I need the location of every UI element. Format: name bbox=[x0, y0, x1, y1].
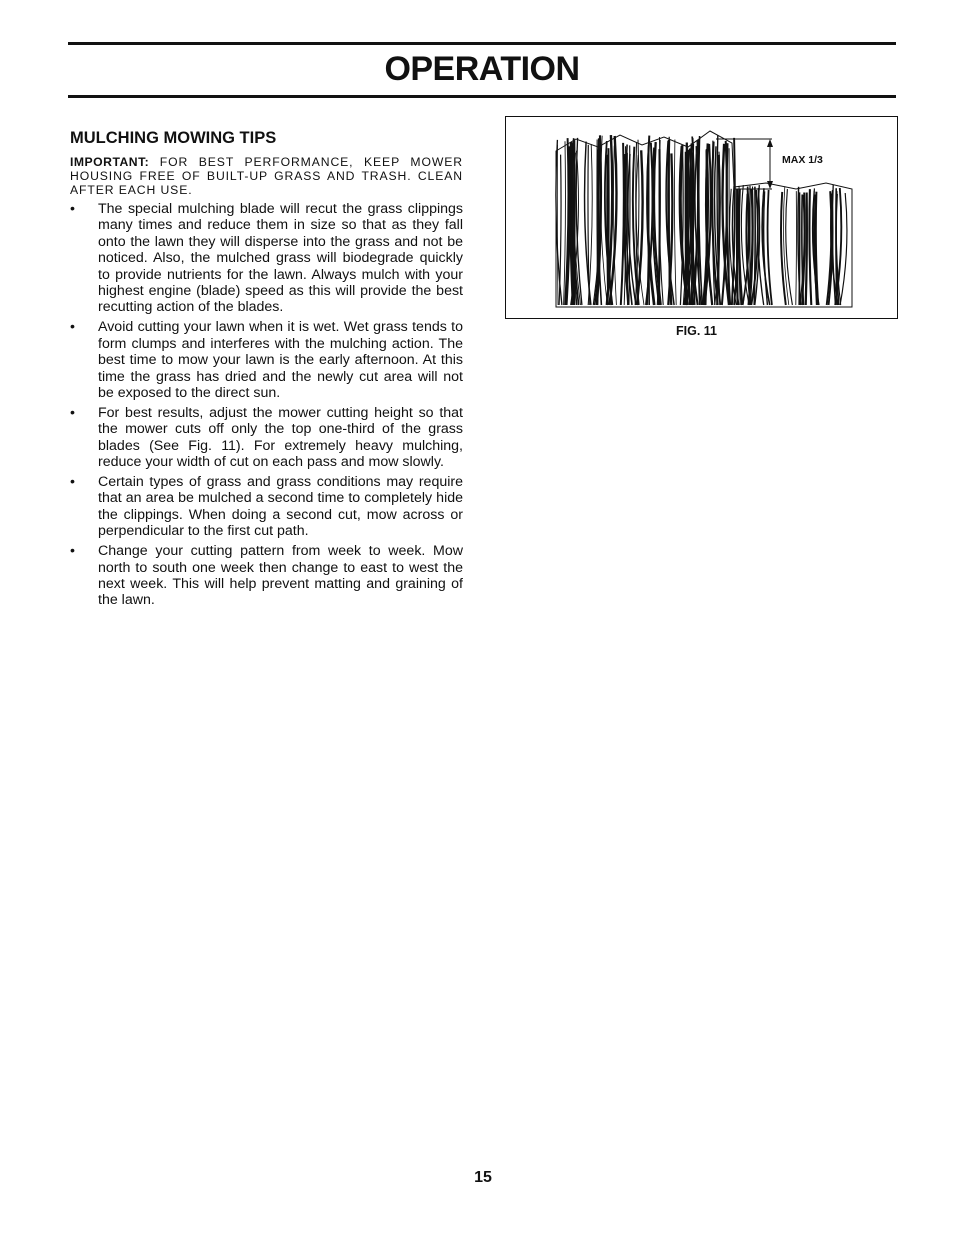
tip-text: Certain types of grass and grass conditions may require that an area be mulched a second time to completely hide the clippings. When doing a second cut, mow across or perpendicular to the first cut path. bbox=[98, 474, 463, 540]
grass-illustration bbox=[506, 117, 898, 319]
tip-item bbox=[70, 543, 463, 609]
tip-item bbox=[70, 319, 463, 401]
bullet: • bbox=[70, 201, 75, 217]
tip-text: For best results, adjust the mower cutting height so that the mower cuts off only the top one-third of the grass blades (See Fig. 11). For extremely heavy mulching, reduce your width of cut on each pass and mow slowly. bbox=[98, 404, 463, 471]
header-rule-bottom bbox=[68, 95, 896, 98]
important-text: FOR BEST PERFORMANCE, KEEP MOWER HOUSING FREE OF BUILT-UP GRASS AND TRASH. CLEAN AFTER EACH USE. bbox=[70, 155, 463, 197]
bullet: • bbox=[70, 543, 75, 560]
section-title: MULCHING MOWING TIPS bbox=[70, 129, 277, 147]
header-rule-top bbox=[68, 42, 896, 45]
max-label: MAX 1/3 bbox=[782, 154, 823, 166]
important-note bbox=[70, 155, 463, 197]
tip-text: The special mulching blade will recut the grass clippings many times and reduce them in size so that as they fall onto the lawn they will disperse into the grass and not be noticed. Also, the mulched grass will biodegrade quickly to provide nutrients for the lawn. Always mulch with your highest engine (blade) speed as this will provide the best recutting action of the blades. bbox=[98, 201, 463, 316]
tip-item bbox=[70, 405, 463, 471]
important-label: IMPORTANT: bbox=[70, 155, 150, 169]
bullet: • bbox=[70, 404, 75, 421]
figure-caption: FIG. 11 bbox=[676, 324, 717, 338]
mulching-section bbox=[70, 128, 463, 612]
arrow-up-icon bbox=[767, 139, 773, 147]
grass-blade bbox=[737, 189, 738, 305]
tip-text: Avoid cutting your lawn when it is wet. Wet grass tends to form clumps and interferes with the mulching action. The best time to mow your lawn is the early afternoon. At this time the grass has dried and the newly cut area will not be exposed to the direct sun. bbox=[98, 319, 463, 401]
tip-text: Change your cutting pattern from week to week. Mow north to south one week then change to east to west the next week. This will help prevent matting and graining of the lawn. bbox=[98, 543, 463, 609]
page-title: OPERATION bbox=[384, 50, 580, 88]
tips-list bbox=[70, 201, 463, 609]
tip-item bbox=[70, 474, 463, 540]
page-number: 15 bbox=[474, 1169, 492, 1186]
bullet: • bbox=[70, 319, 75, 336]
grass-blade bbox=[806, 193, 807, 306]
tip-item bbox=[70, 201, 463, 316]
bullet: • bbox=[70, 474, 75, 490]
figure-11-box bbox=[505, 116, 898, 319]
